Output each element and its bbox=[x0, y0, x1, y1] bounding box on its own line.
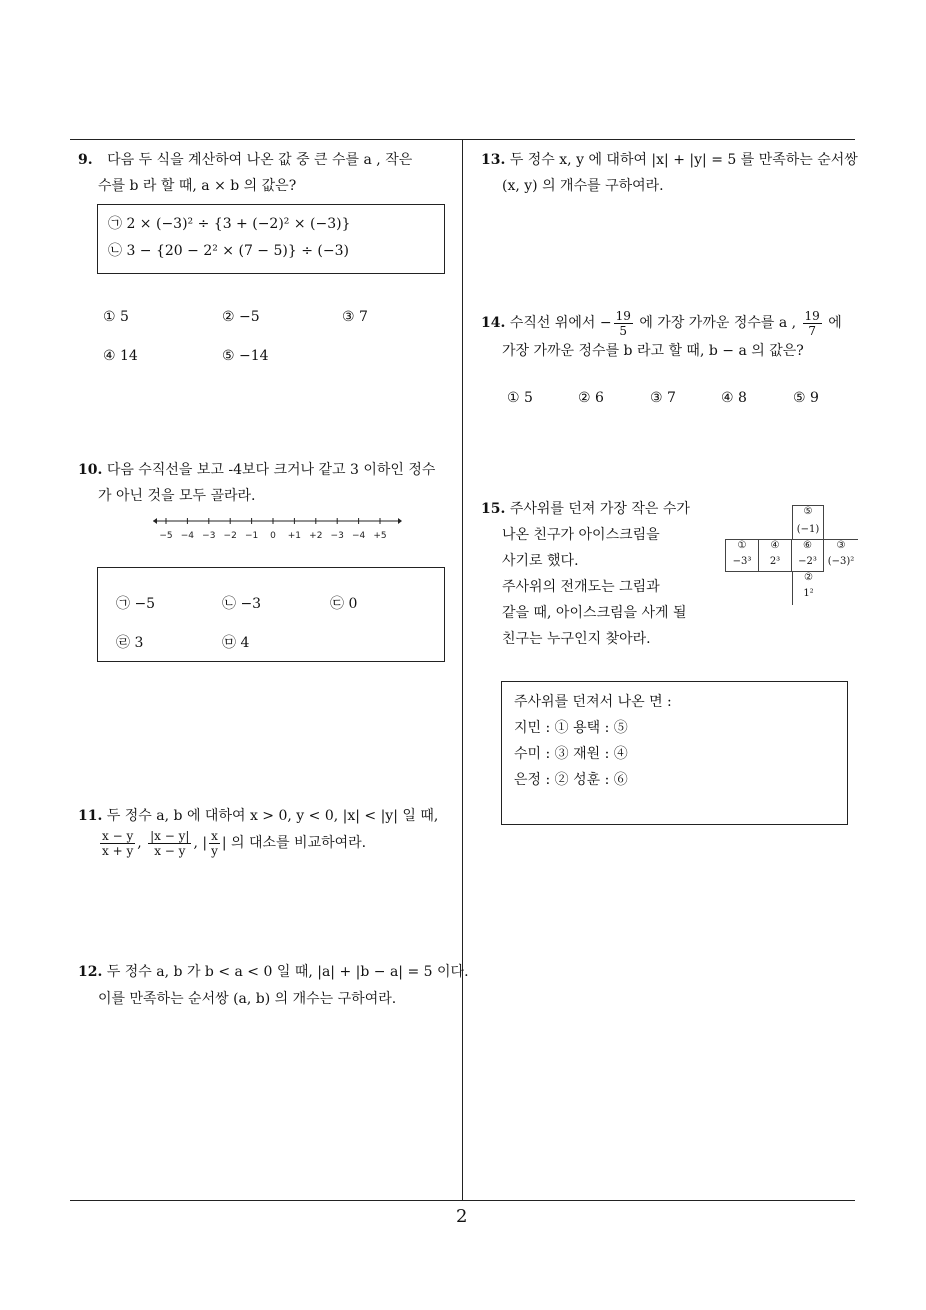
expression-1: ㉠ 2 × (−3)² ÷ {3 + (−2)² × (−3)} bbox=[108, 216, 351, 232]
question-number: 12. bbox=[78, 964, 103, 980]
number-line-tick-label: +2 bbox=[309, 531, 323, 541]
choice-2[interactable]: ② −5 bbox=[222, 309, 260, 325]
fraction-19-5: $\frac{19}{5}$ bbox=[615, 308, 631, 338]
question-text: 두 정수 a, b 에 대하여 x > 0, y < 0, |x| < |y| 일 때, bbox=[106, 808, 439, 824]
number-line-tick-label: −4 bbox=[180, 531, 195, 541]
number-line-tick-label: −4 bbox=[351, 531, 366, 541]
number-line-tick-label: +5 bbox=[373, 531, 387, 541]
question-text: 다음 두 식을 계산하여 나온 값 중 큰 수를 a , 작은 bbox=[107, 152, 413, 168]
choice-4[interactable]: ④ 14 bbox=[103, 348, 138, 364]
choice-3[interactable]: ③ 7 bbox=[342, 309, 368, 325]
number-line-arrow-right bbox=[398, 518, 402, 524]
question-number: 9. bbox=[78, 152, 93, 168]
expression-box bbox=[97, 204, 445, 274]
question-number: 11. bbox=[78, 808, 103, 824]
number-line bbox=[150, 512, 405, 546]
choice-5[interactable]: ⑤ −14 bbox=[222, 348, 269, 364]
choice-3[interactable]: ③ 7 bbox=[650, 390, 676, 406]
expression-2: ㉡ 3 − {20 − 2² × (7 − 5)} ÷ (−3) bbox=[108, 243, 349, 259]
fraction-expressions: $\frac{x - y}{x + y}$ , $\frac{|x - y|}{x - y}$ , | $\frac{x}{y}$ | 의 대소를 비교하여라. bbox=[102, 828, 367, 858]
net-face-top: ⑤ (−1) bbox=[792, 505, 824, 539]
net-face-row-1: ① −3³ bbox=[725, 539, 759, 572]
question-text: 이를 만족하는 순서쌍 (a, b) 의 개수는 구하여라. bbox=[98, 991, 397, 1007]
question-text: 수를 b 라 할 때, a × b 의 값은? bbox=[98, 178, 297, 194]
question-number: 14. bbox=[481, 315, 506, 331]
question-text: 가장 가까운 정수를 b 라고 할 때, b − a 의 값은? bbox=[502, 343, 804, 359]
question-text: 수직선 위에서 − bbox=[509, 315, 612, 331]
fraction-19-7: $\frac{19}{7}$ bbox=[804, 308, 820, 338]
number-line-tick-label: −3 bbox=[330, 531, 344, 541]
result-line: 수미 : ③ 재원 : ④ bbox=[514, 746, 628, 762]
number-line-tick-label: −2 bbox=[223, 531, 237, 541]
question-text: 주사위의 전개도는 그림과 bbox=[502, 579, 660, 595]
question-number: 13. bbox=[481, 152, 506, 168]
question-text: 두 정수 x, y 에 대하여 |x| + |y| = 5 를 만족하는 순서쌍 bbox=[509, 152, 858, 168]
net-face-row-3: ⑥ −2³ bbox=[792, 539, 824, 572]
question-text: 의 대소를 비교하여라. bbox=[231, 835, 367, 851]
question-text: 나온 친구가 아이스크림을 bbox=[502, 527, 660, 543]
question-number: 10. bbox=[78, 462, 103, 478]
result-box-title: 주사위를 던져서 나온 면 : bbox=[514, 694, 672, 710]
dice-net bbox=[725, 505, 860, 605]
question-text: 에 bbox=[828, 315, 842, 331]
number-line-tick-label: −3 bbox=[202, 531, 216, 541]
choice-1[interactable]: ① 5 bbox=[507, 390, 533, 406]
choice-5[interactable]: ⑤ 9 bbox=[793, 390, 819, 406]
bottom-rule bbox=[70, 1200, 855, 1201]
number-line-tick-label: −5 bbox=[159, 531, 173, 541]
choice-b[interactable]: ㉡ −3 bbox=[222, 596, 262, 612]
question-text: 두 정수 a, b 가 b < a < 0 일 때, |a| + |b − a| = 5 이다. bbox=[106, 964, 469, 980]
net-face-bottom: ② 1² bbox=[792, 572, 824, 605]
choice-e[interactable]: ㉤ 4 bbox=[222, 635, 250, 651]
net-face-row-4: ③ (−3)² bbox=[824, 539, 858, 572]
question-text: 가 아닌 것을 모두 골라라. bbox=[98, 488, 256, 504]
question-text: 주사위를 던져 가장 작은 수가 bbox=[509, 501, 690, 517]
question-text: (x, y) 의 개수를 구하여라. bbox=[502, 178, 664, 194]
fraction-3: $\frac{x}{y}$ bbox=[211, 828, 218, 858]
page-number: 2 bbox=[456, 1206, 468, 1227]
question-text: 에 가장 가까운 정수를 a , bbox=[639, 315, 797, 331]
choice-1[interactable]: ① 5 bbox=[103, 309, 129, 325]
net-face-row-2: ④ 2³ bbox=[759, 539, 792, 572]
number-line-tick-label: −1 bbox=[244, 531, 259, 541]
choice-2[interactable]: ② 6 bbox=[578, 390, 604, 406]
fraction-1: $\frac{x - y}{x + y}$ bbox=[102, 828, 134, 858]
question-number: 15. bbox=[481, 501, 506, 517]
choice-c[interactable]: ㉢ 0 bbox=[330, 596, 358, 612]
question-text: 친구는 누구인지 찾아라. bbox=[502, 631, 651, 647]
result-box bbox=[501, 681, 848, 825]
choice-4[interactable]: ④ 8 bbox=[721, 390, 747, 406]
result-line: 지민 : ① 용택 : ⑤ bbox=[514, 720, 628, 736]
question-text: 같을 때, 아이스크림을 사게 될 bbox=[502, 605, 687, 621]
question-text: 사기로 했다. bbox=[502, 553, 579, 569]
question-text: 다음 수직선을 보고 -4보다 크거나 같고 3 이하인 정수 bbox=[106, 462, 436, 478]
fraction-2: $\frac{|x - y|}{x - y}$ bbox=[150, 828, 190, 858]
answer-options-box bbox=[97, 567, 445, 662]
result-line: 은정 : ② 성훈 : ⑥ bbox=[514, 772, 628, 788]
column-divider bbox=[462, 139, 463, 1201]
number-line-tick-label: +1 bbox=[287, 531, 302, 541]
choice-d[interactable]: ㉣ 3 bbox=[116, 635, 144, 651]
choice-a[interactable]: ㉠ −5 bbox=[116, 596, 156, 612]
number-line-arrow-left bbox=[153, 518, 157, 524]
number-line-tick-label: 0 bbox=[270, 531, 276, 541]
